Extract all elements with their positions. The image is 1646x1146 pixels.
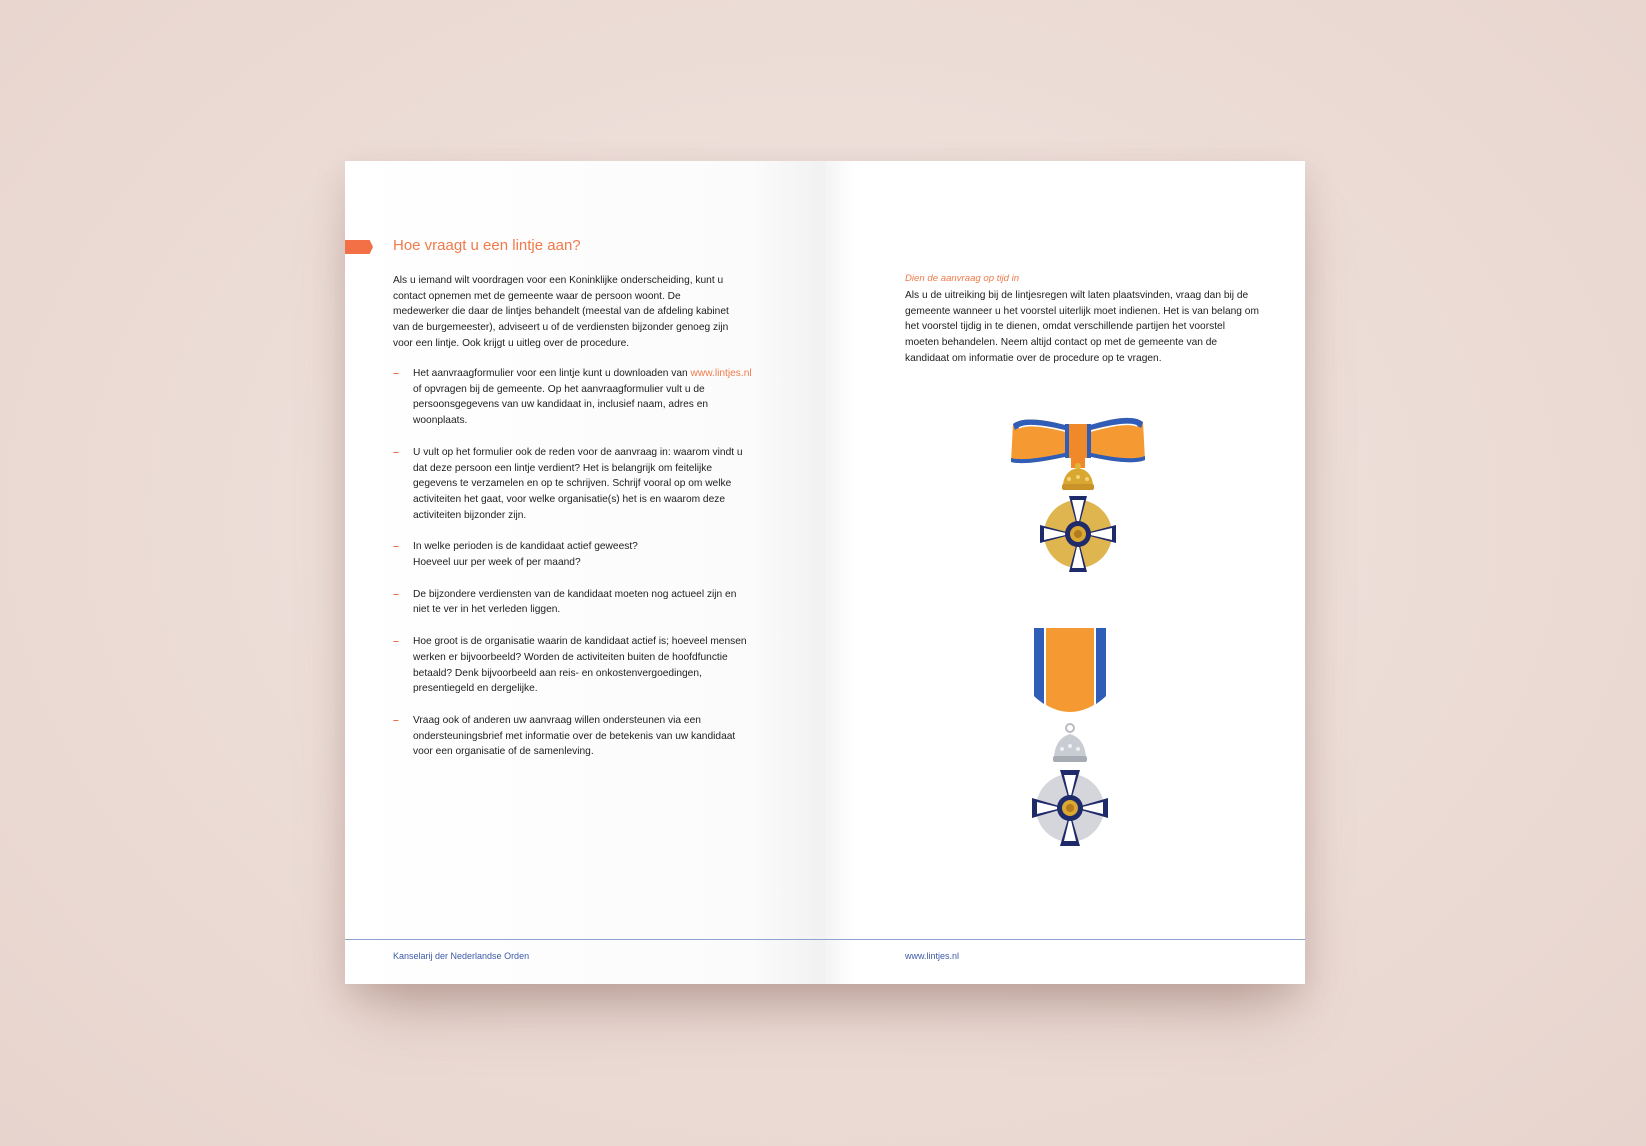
footer-website[interactable]: www.lintjes.nl <box>905 951 960 961</box>
bullet-text: In welke perioden is de kandidaat actief geweest? <box>413 541 638 553</box>
bullet-text: Vraag ook of anderen uw aanvraag willen ondersteunen via een ondersteuningsbrief met informatie over de betekenis van uw kandidaat voor een organisatie of de samenleving. <box>413 714 736 758</box>
lintjes-link[interactable]: www.lintjes.nl <box>690 368 752 379</box>
bullet-text: of opvragen bij de gemeente. Op het aanvraagformulier vult u de persoonsgegevens van uw kandidaat in, inclusief naam, adres en woonplaats. <box>413 383 709 427</box>
list-item <box>393 445 753 524</box>
page-title: Hoe vraagt u een lintje aan? <box>393 237 581 254</box>
list-item <box>393 713 753 760</box>
brochure-spread <box>345 161 1305 984</box>
list-item <box>393 634 753 697</box>
list-item <box>393 366 753 429</box>
bullet-text: De bijzondere verdiensten van de kandidaat moeten nog actueel zijn en niet te ver in het verleden liggen. <box>413 588 737 616</box>
bullet-dash: – <box>393 446 399 458</box>
bullet-dash: – <box>393 588 399 600</box>
list-item <box>393 587 753 618</box>
footer-organisation: Kanselarij der Nederlandse Orden <box>393 951 530 961</box>
left-page <box>345 161 825 984</box>
bullet-dash: – <box>393 636 399 648</box>
medal-ribbon-icon <box>1020 628 1120 866</box>
medal-bow-icon <box>1005 404 1151 589</box>
bullet-dash: – <box>393 714 399 726</box>
bullet-text: Hoe groot is de organisatie waarin de kandidaat actief is; hoeveel mensen werken er bijvoorbeeld? Worden de activiteiten buiten de hoofdfunctie betaald? Denk bijvoorbeeld aan reis- en onkostenvergoedingen, presentiegeld en dergelijke. <box>413 636 747 695</box>
intro-paragraph: Als u iemand wilt voordragen voor een Koninklijke onderscheiding, kunt u contact opnemen met de gemeente waar de persoon woont. De medewerker die daar de lintjes behandelt (meestal van de afdeling kabinet van de burgemeester), adviseert u of de verdiensten bijzonder genoeg zijn voor een lintje. Ook krijgt u uitleg over de procedure. <box>393 275 729 349</box>
bullet-text: Hoeveel uur per week of per maand? <box>413 557 581 569</box>
list-item <box>393 539 753 570</box>
section-tab-marker <box>345 240 373 254</box>
bullet-dash: – <box>393 541 399 553</box>
subheading: Dien de aanvraag op tijd in <box>905 273 1020 284</box>
bullet-text: Het aanvraagformulier voor een lintje kunt u downloaden van <box>413 368 691 379</box>
footer-divider <box>345 939 1305 940</box>
bullet-list <box>393 366 753 776</box>
bullet-text: U vult op het formulier ook de reden voor de aanvraag in: waarom vindt u dat deze persoon een lintje verdient? Het is belangrijk om feitelijke gegevens te verzamelen en op te schrijven. Schrijf vooral op om welke activiteiten het gaat, voor welke organisatie(s) het is en waarom deze activiteiten bijzonder zijn. <box>413 446 743 521</box>
bullet-dash: – <box>393 368 399 379</box>
body-paragraph: Als u de uitreiking bij de lintjesregen wilt laten plaatsvinden, vraag dan bij de gemeente wanneer u het voorstel uiterlijk moet indienen. Het is van belang om het voorstel tijdig in te dienen, omdat verschillende partijen het voorstel moeten behandelen. Neem altijd contact op met de gemeente van de kandidaat om informatie over de procedure op te vragen. <box>905 290 1259 364</box>
